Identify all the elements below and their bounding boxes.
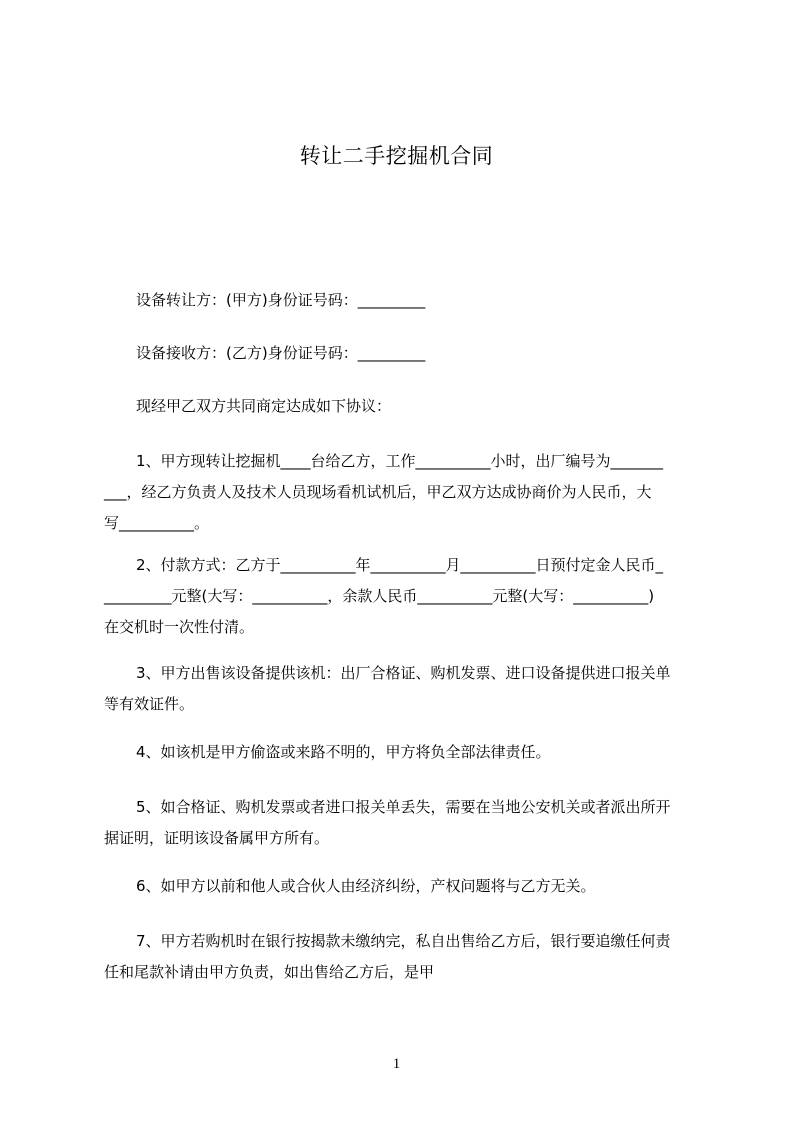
- paragraph-line: 任和尾款补请由甲方负责，如出售给乙方后，是甲: [104, 963, 435, 981]
- intro-paragraph: [104, 391, 700, 422]
- paragraph-line: 现经甲乙双方共同商定达成如下协议：: [136, 397, 392, 415]
- paragraph-line: _________元整(大写：__________，余款人民币__________元整(大写：__________): [104, 587, 655, 605]
- paragraph-line: 4、如该机是甲方偷盗或来路不明的，甲方将负全部法律责任。: [136, 743, 551, 761]
- clause-4-paragraph: [104, 737, 700, 768]
- clause-1-paragraph: [104, 446, 700, 539]
- paragraph-line: 等有效证件。: [104, 695, 195, 713]
- clause-7-paragraph: [104, 926, 700, 988]
- paragraph-line: ___，经乙方负责人及技术人员现场看机试机后，甲乙双方达成协商价为人民币，大: [104, 483, 652, 501]
- paragraph-line: 7、甲方若购机时在银行按揭款未缴纳完，私自出售给乙方后，银行要追缴任何责: [136, 932, 671, 950]
- paragraph-line: 6、如甲方以前和他人或合伙人由经济纠纷，产权问题将与乙方无关。: [136, 877, 596, 895]
- paragraph-line: 1、甲方现转让挖掘机____台给乙方，工作__________小时，出厂编号为_______: [136, 452, 664, 470]
- document-title: 转让二手挖掘机合同: [299, 144, 494, 168]
- clause-5-paragraph: [104, 792, 700, 854]
- clause-2-paragraph: [104, 550, 700, 643]
- paragraph-line: 设备接收方：(乙方)身份证号码：_________: [136, 344, 426, 362]
- paragraph-line: 2、付款方式：乙方于__________年__________月__________日预付定金人民币_: [136, 556, 664, 574]
- transferee-line: [104, 338, 700, 369]
- transferor-line: [104, 285, 700, 316]
- paragraph-line: 5、如合格证、购机发票或者进口报关单丢失，需要在当地公安机关或者派出所开: [136, 798, 671, 816]
- paragraph-line: 据证明，证明该设备属甲方所有。: [104, 829, 330, 847]
- paragraph-line: 写__________。: [104, 514, 210, 532]
- paragraph-line: 3、甲方出售该设备提供该机：出厂合格证、购机发票、进口设备提供进口报关单: [136, 664, 671, 682]
- page-number: 1: [392, 1056, 401, 1072]
- clause-3-paragraph: [104, 658, 700, 720]
- clause-6-paragraph: [104, 871, 700, 902]
- paragraph-line: 设备转让方：(甲方)身份证号码：_________: [136, 291, 426, 309]
- paragraph-line: 在交机时一次性付清。: [104, 618, 255, 636]
